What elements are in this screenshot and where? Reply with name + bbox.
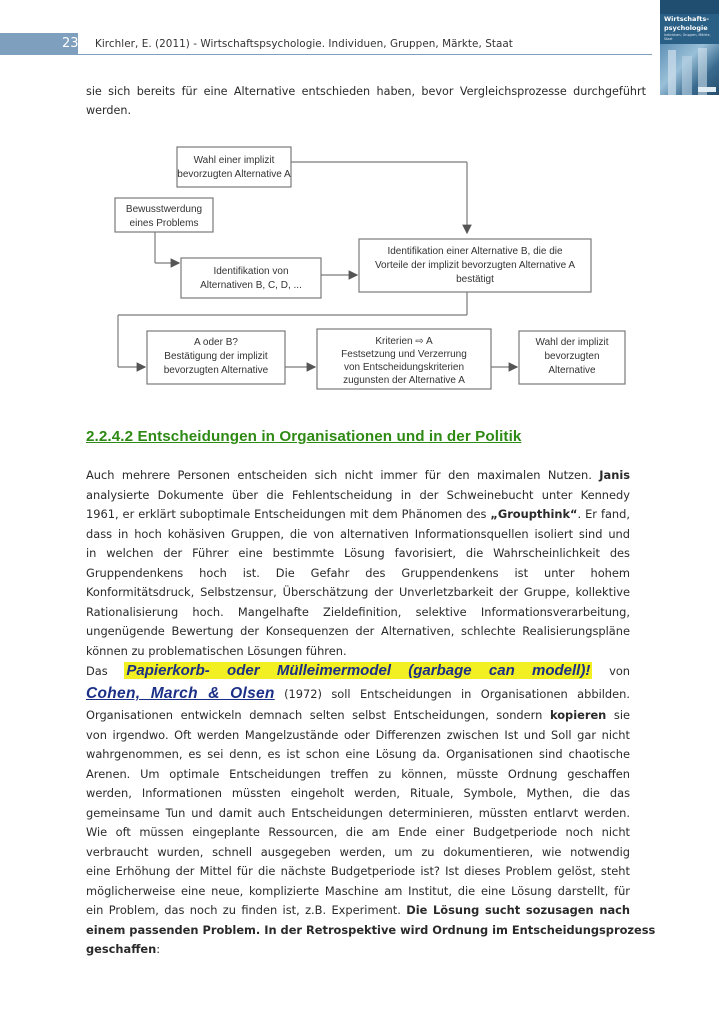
text-line: können zu problematischen Lösungen führen. [86, 643, 347, 658]
box-bewusst-line: Bewusstwerdung [125, 204, 203, 215]
box-wahl-a-line: bevorzugten Alternative A [177, 169, 291, 180]
box-kriterien-line: zugunsten der Alternative A [343, 375, 465, 386]
text-line: analysierte Dokumente über die Fehlentscheidung in der Schweinebucht unter Kennedy [86, 487, 630, 502]
header-citation: Kirchler, E. (2011) - Wirtschaftspsychologie. Individuen, Gruppen, Märkte, Staat [95, 38, 513, 50]
book-cover-thumbnail [660, 0, 719, 95]
page-number: 23 [62, 36, 79, 51]
box-kriterien-line: Festsetzung und Verzerrung [341, 349, 467, 360]
cover-subtitle: Individuen, Gruppen, Märkte, Staat [664, 33, 711, 41]
text-line: Das Papierkorb- oder Mülleimermodel (garbage can modell)! von [86, 662, 631, 679]
text-line: von irgendwo. Oft werden Mangelzustände oder Differenzen zwischen Ist und Soll gar nicht [86, 727, 630, 742]
intro-text [86, 82, 646, 120]
text-line: einem passenden Problem. In der Retrospektive wird Ordnung im Entscheidungsprozess [86, 922, 656, 937]
paragraph-garbage-can [86, 660, 656, 960]
text-line: Cohen, March & Olsen (1972) soll Entscheidungen in Organisationen abbilden. [86, 685, 631, 702]
box-bewusst-line: eines Problems [129, 218, 199, 229]
box-wahl-a-line: Wahl einer implizit [193, 155, 275, 166]
text-line: Rationalisierung hoch. Mangelhafte Zieldefinition, selektive Informationsverarbeitung, [86, 604, 630, 619]
text-line: gemeinsame Tun und damit auch Entscheidungen determinieren, müssten entlarvt werden. [86, 805, 630, 820]
authors: Cohen, March & Olsen [86, 685, 275, 702]
box-ident-b-line: bestätigt [456, 274, 494, 285]
box-kriterien-line: Kriterien ⇨ A [375, 336, 433, 347]
text-line: eine Erhöhung der Mittel für die nächste Budgetperiode ist? Ist dieses Problem gelöst, steht [86, 864, 630, 878]
cover-title-line2: psychologie [664, 24, 708, 32]
intro-line: werden. [86, 104, 132, 118]
text-line: Konformitätsdruck, Selbstzensur, Überschätzung der Unverletzbarkeit der Gruppe, kollektive [86, 585, 630, 599]
cover-title-line1: Wirtschafts- [664, 15, 709, 23]
text-line: verbraucht wurden, schnell ausgegeben werden, um zu dokumentieren, wie notwendig [86, 844, 630, 859]
section-heading: 2.2.4.2 Entscheidungen in Organisationen und in der Politik [86, 428, 522, 445]
decision-flow-diagram [105, 135, 645, 395]
text-line: Auch mehrere Personen entscheiden sich nicht immer für den maximalen Nutzen. Janis [86, 468, 630, 482]
text-line: 1961, er erklärt suboptimale Entscheidungen mit dem Phänomen des „Groupthink“. Er fand, [86, 507, 630, 521]
text-line: Gruppendenkens hoch ist. Die Gefahr des Gruppendenkens ist unter hohem [86, 565, 630, 580]
box-ident-bcd-line: Identifikation von [213, 266, 289, 277]
text-line: ungenügende Bewertung der Konsequenzen der Alternativen, schlechte Realisierungspläne [86, 624, 630, 638]
box-ident-b-line: Identifikation einer Alternative B, die die [387, 246, 563, 257]
box-ident-b-line: Vorteile der implizit bevorzugten Alternative A [374, 260, 576, 271]
text-line: in welchen der Führer eine bestimmte Lösung favorisiert, die Wahrscheinlichkeit des [86, 546, 630, 560]
box-ident-bcd-line: Alternativen B, C, D, ... [200, 280, 302, 291]
text-line: geschaffen: [86, 942, 161, 956]
text-line: werden, Informationen müssten eingeholt werden, Rituale, Symbole, Mythen, die das [86, 786, 630, 800]
intro-line: sie sich bereits für eine Alternative entschieden haben, bevor Vergleichsprozesse durchgeführt [86, 85, 646, 98]
text-line: ein Problem, das noch zu finden ist, z.B. Experiment. Die Lösung sucht sozusagen nach [86, 903, 630, 917]
box-wahl-final-line: Wahl der implizit [535, 337, 609, 348]
text-line: Arenen. Um optimale Entscheidungen treffen zu können, müsste Ordnung geschaffen [86, 766, 630, 781]
text-line: möglicherweise eine neue, komplizierte Maschine am Institut, die eine Lösung darstellt, für [86, 883, 630, 898]
header-rule [78, 54, 652, 55]
box-kriterien-line: von Entscheidungskriterien [343, 362, 465, 373]
paragraph-groupthink [86, 466, 630, 661]
box-aoderb-line: bevorzugten Alternative [163, 365, 269, 376]
box-wahl-final-line: bevorzugten [544, 351, 600, 362]
garbage-can-model-highlight: Papierkorb- oder Mülleimermodel (garbage can modell)! [126, 662, 591, 679]
box-aoderb-line: Bestätigung der implizit [164, 351, 268, 362]
text-line: dass in hoch kohäsiven Gruppen, die von alternativen Informationsquellen isoliert sind und [86, 526, 630, 541]
box-aoderb-line: A oder B? [194, 337, 238, 348]
text-line: Organisationen entwickeln demnach selten selbst Entscheidungen, sondern kopieren sie [86, 708, 630, 722]
text-line: Wie oft müssen eingeplante Ressourcen, die am Ende einer Budgetperiode noch nicht [86, 825, 630, 839]
box-wahl-final-line: Alternative [548, 365, 596, 376]
text-line: wahrgenommen, es sei denn, es ist schon eine Lösung da. Organisationen sind chaotische [86, 747, 630, 761]
